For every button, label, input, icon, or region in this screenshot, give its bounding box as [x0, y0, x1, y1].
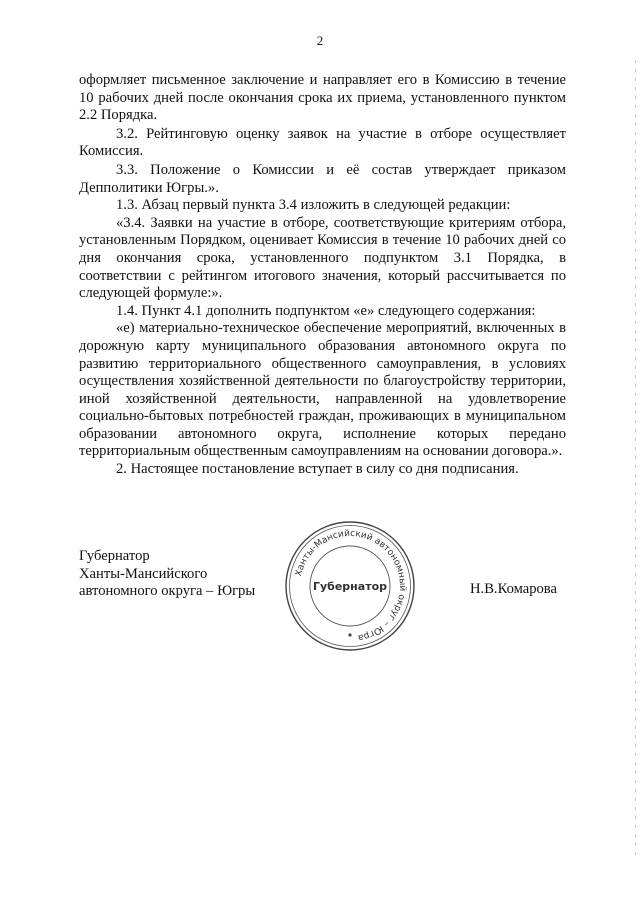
page-number: 2	[316, 33, 324, 48]
signatory-position	[79, 548, 255, 601]
position-line-2: Ханты-Мансийского	[79, 565, 208, 582]
paragraph-continuation: оформляет письменное заключение и направляет его в Комиссию в течение 10 рабочих дней после окончания срока их приема, установленного пунктом 2.2 Порядка.	[79, 72, 566, 124]
signatory-name: Н.В.Комарова	[470, 581, 557, 597]
paragraph-3-2: 3.2. Рейтинговую оценку заявок на участие в отборе осуществляет Комиссия.	[79, 125, 566, 160]
paragraph-1-3: 1.3. Абзац первый пункта 3.4 изложить в следующей редакции:	[116, 197, 511, 214]
position-line-3: автономного округа – Югры	[79, 583, 256, 600]
paragraph-3-4-quote: «3.4. Заявки на участие в отборе, соответствующие критериям отбора, установленным Порядком, оценивает Комиссия в течение 10 рабочих дней со дня окончания срока, установленного подпунктом 3.1 Порядка, в соответствии с рейтингом итогового значения, который рассчитывается по следующей формуле:».	[79, 214, 566, 302]
paragraph-3-3: 3.3. Положение о Комиссии и её состав утверждает приказом Депполитики Югры.».	[79, 161, 566, 196]
paragraph-subpoint-e: «е) материально-техническое обеспечение мероприятий, включенных в дорожную карту муниципального образования автономного округа по развитию территориального общественного самоуправления, в условиях осуществления хозяйственной деятельности по благоустройству территории, иной хозяйственной деятельности, направленной на удовлетворение социально-бытовых потребностей граждан, проживающих в муниципальном образовании автономного округа, исполнение которых передано территориальным общественным самоуправлениям на основании договора.».	[79, 320, 566, 460]
document-body	[79, 72, 566, 479]
paragraph-1-4: 1.4. Пункт 4.1 дополнить подпунктом «е» следующего содержания:	[116, 302, 536, 319]
position-line-1: Губернатор	[79, 548, 150, 564]
paragraph-effective-date: 2. Настоящее постановление вступает в силу со дня подписания.	[116, 461, 519, 478]
seal-star-mark	[348, 633, 351, 636]
official-seal	[282, 518, 418, 654]
scan-edge-mark	[635, 60, 636, 860]
seal-ring-text: Ханты-Мансийский автономный округ – Югра	[293, 528, 408, 643]
seal-center-text: Губернатор	[312, 580, 388, 593]
